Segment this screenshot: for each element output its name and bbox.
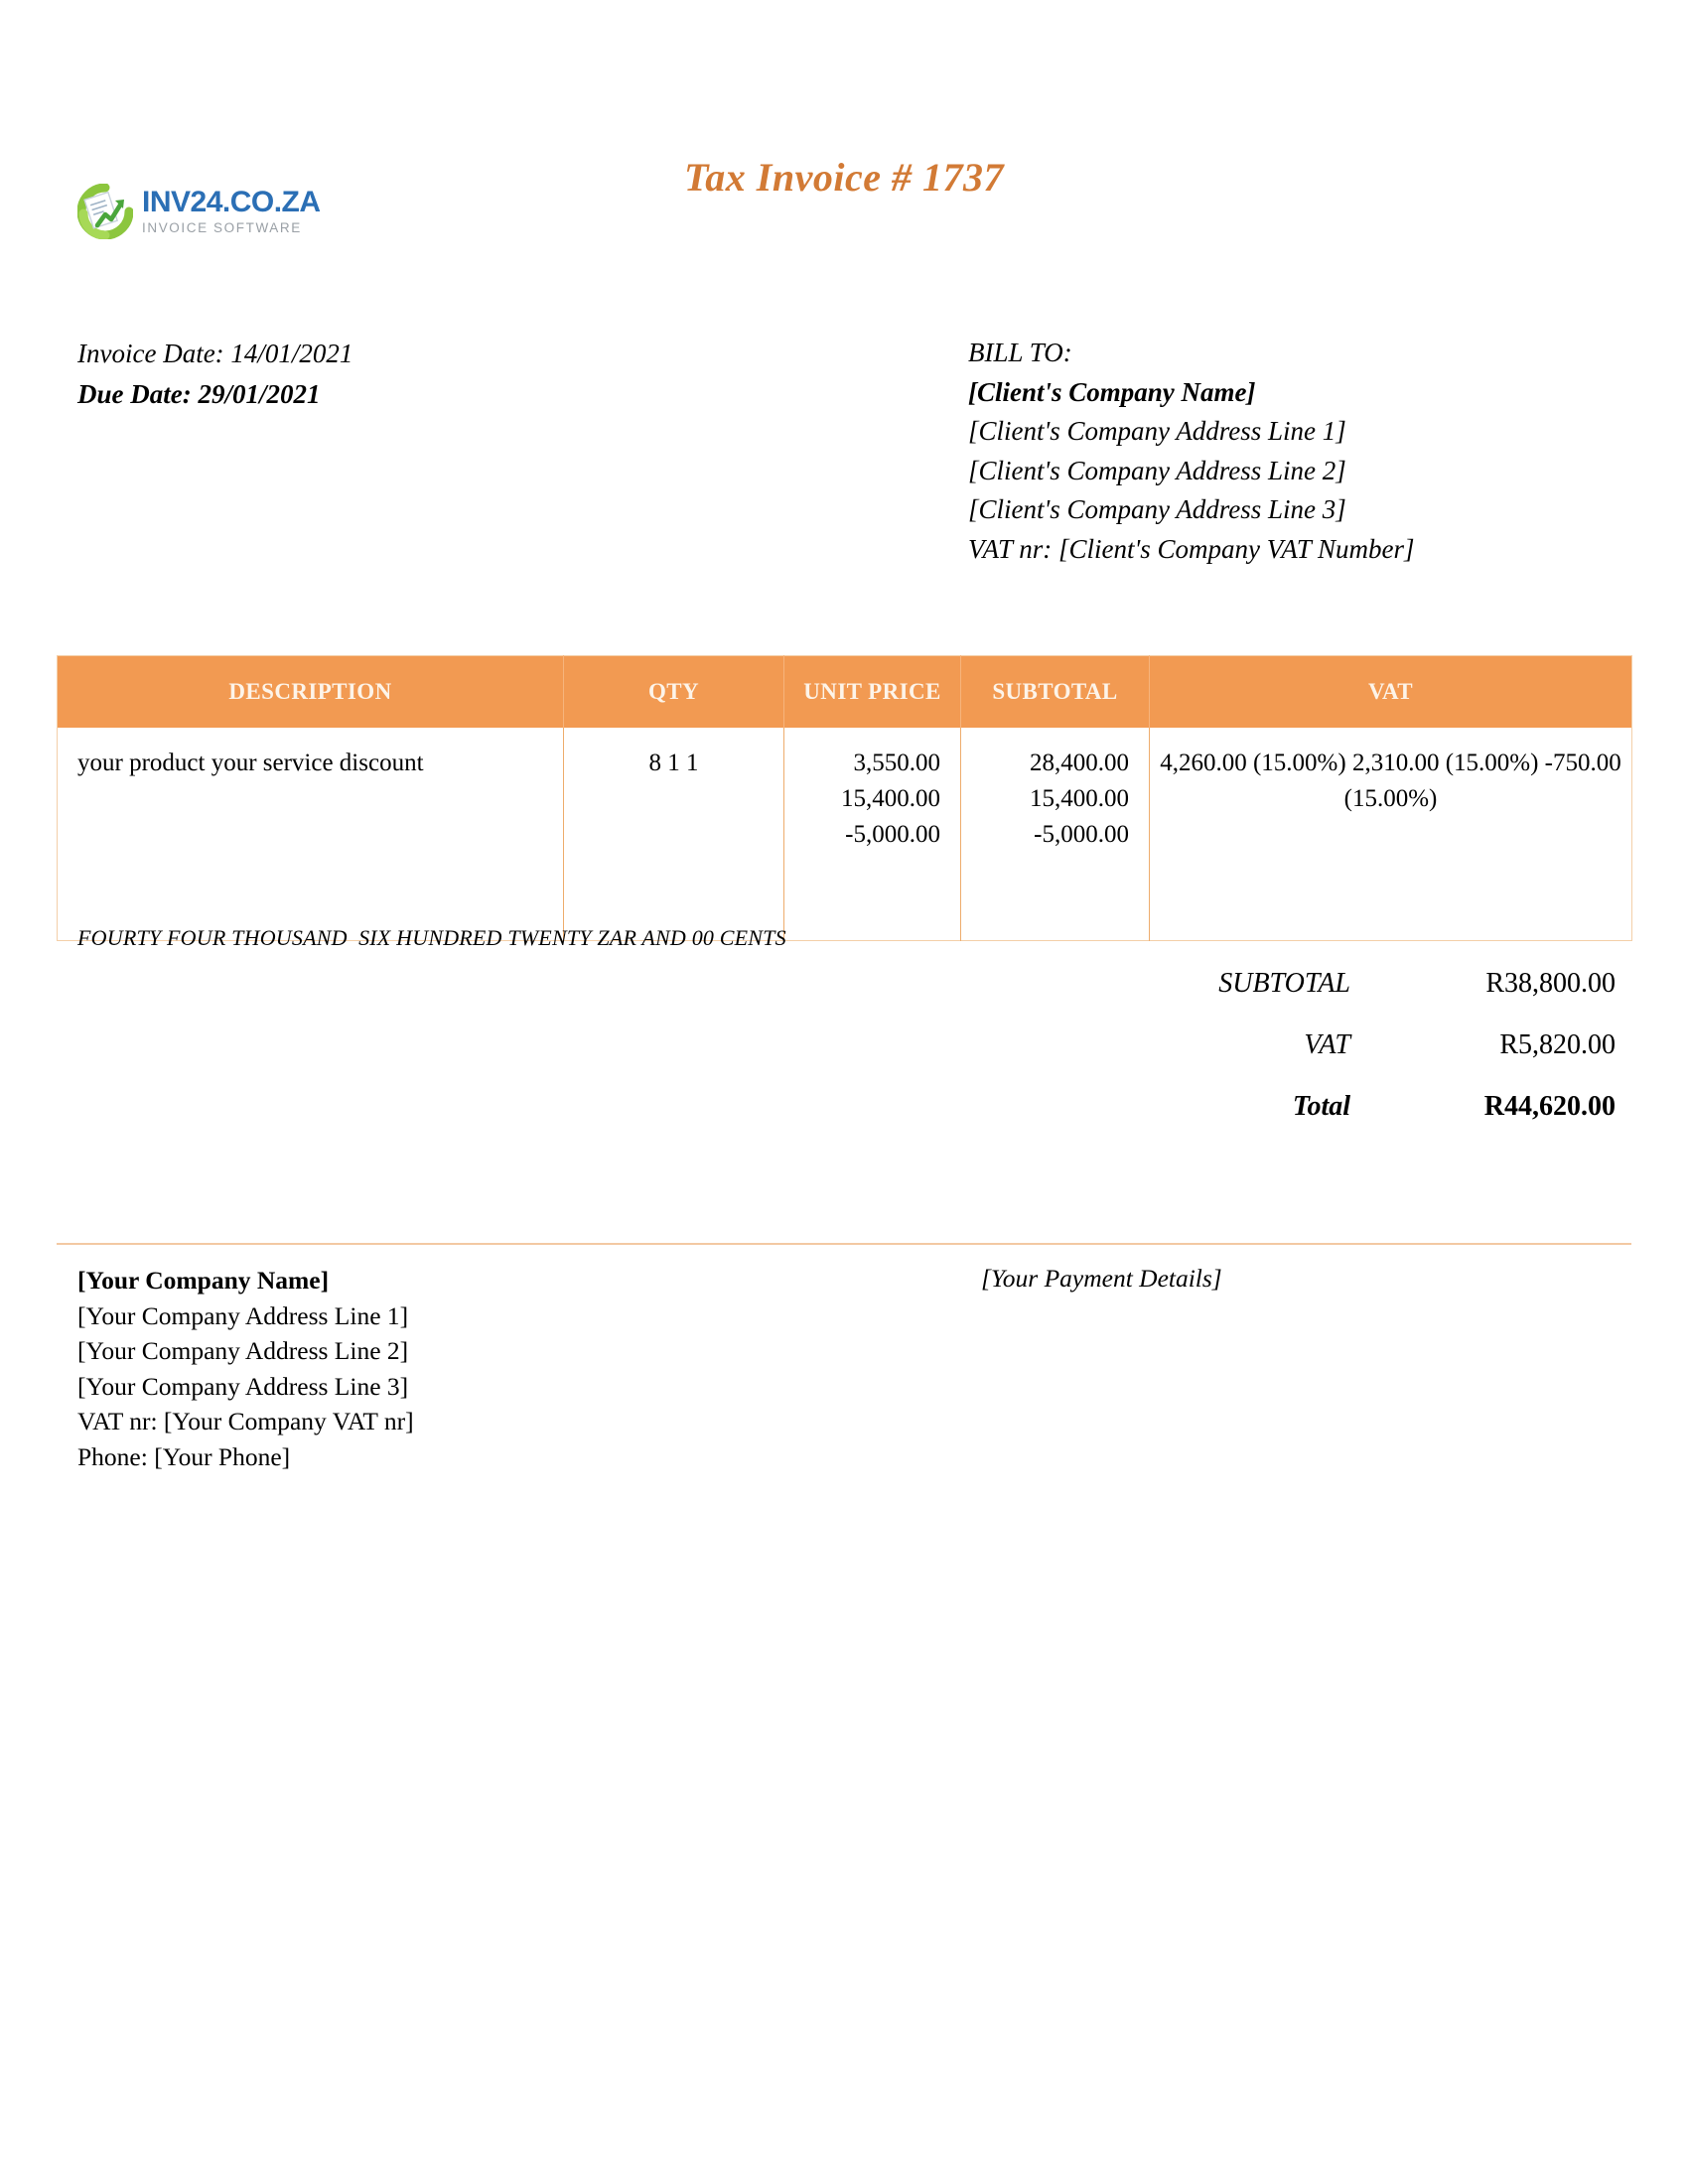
cell-descriptions (58, 728, 564, 941)
payment-details: [Your Payment Details] (981, 1264, 1222, 1293)
invoice-meta (0, 328, 1688, 576)
cell-qty (564, 728, 784, 941)
line-items-table (57, 655, 1632, 941)
subtotal-label: SUBTOTAL (1218, 968, 1350, 999)
vat-amount: R5,820.00 (1499, 1029, 1616, 1060)
due-date: Due Date: 29/01/2021 (77, 379, 321, 409)
total-amount: R44,620.00 (1483, 1091, 1616, 1122)
your-company-block (77, 1263, 414, 1474)
client-address-line-1: [Client's Company Address Line 1] (968, 416, 1346, 446)
subtotal-amount: R38,800.00 (1485, 968, 1616, 999)
invoice-header (0, 0, 1688, 298)
client-company-name: [Client's Company Name] (968, 376, 1256, 407)
vat-label: VAT (1304, 1029, 1350, 1060)
bill-to-block (968, 334, 1415, 569)
brand-name: INV24.CO.ZA (142, 186, 321, 219)
your-address-line-3: [Your Company Address Line 3] (77, 1371, 409, 1401)
column-header-vat: VAT (1150, 656, 1632, 728)
cell-unit-price (784, 728, 961, 941)
description-values: your product your service discount (77, 749, 424, 776)
column-header-subtotal: SUBTOTAL (961, 656, 1150, 728)
brand-tagline: INVOICE SOFTWARE (142, 220, 302, 236)
page-title: Tax Invoice # 1737 (684, 155, 1004, 200)
cell-subtotal (961, 728, 1150, 941)
subtotal-values: 28,400.00 15,400.00 -5,000.00 (1030, 749, 1129, 848)
client-address-line-2: [Client's Company Address Line 2] (968, 455, 1346, 485)
qty-values: 8 1 1 (648, 749, 699, 776)
table-row (58, 728, 1632, 941)
total-label: Total (1292, 1091, 1350, 1122)
your-address-line-1: [Your Company Address Line 1] (77, 1300, 409, 1330)
client-address-line-3: [Client's Company Address Line 3] (968, 494, 1346, 524)
totals-row-vat (1023, 1029, 1633, 1091)
your-vat-number: VAT nr: [Your Company VAT nr] (77, 1407, 414, 1435)
totals-row-subtotal (1023, 968, 1633, 1029)
invoice-dates (77, 334, 352, 415)
totals-row-total (1023, 1091, 1633, 1155)
your-phone: Phone: [Your Phone] (77, 1441, 291, 1471)
your-company-name: [Your Company Name] (77, 1266, 330, 1295)
cell-vat (1150, 728, 1632, 941)
client-vat-number: VAT nr: [Client's Company VAT Number] (968, 533, 1415, 564)
table-header-row (58, 656, 1632, 728)
unit-price-values: 3,550.00 15,400.00 -5,000.00 (841, 749, 940, 848)
totals-block (1023, 968, 1633, 1155)
table-body (58, 728, 1632, 941)
table-header (58, 656, 1632, 728)
column-header-description: DESCRIPTION (58, 656, 564, 728)
bill-to-label: BILL TO: (968, 338, 1072, 367)
amount-in-words: FOURTY FOUR THOUSAND SIX HUNDRED TWENTY ZAR AND 00 CENTS (77, 925, 786, 950)
vat-values: 4,260.00 (15.00%) 2,310.00 (15.00%) -750.00 (15.00%) (1160, 749, 1621, 812)
footer-divider (57, 1243, 1631, 1245)
your-address-line-2: [Your Company Address Line 2] (77, 1336, 409, 1365)
column-header-qty: QTY (564, 656, 784, 728)
invoice-date: Invoice Date: 14/01/2021 (77, 339, 353, 368)
column-header-unit-price: UNIT PRICE (784, 656, 961, 728)
